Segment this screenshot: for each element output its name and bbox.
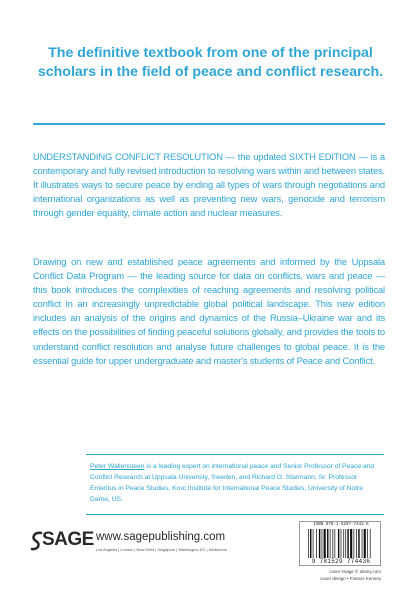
cover-credits (320, 568, 381, 582)
isbn-digits: 9 781529 774436 (311, 558, 371, 565)
description-paragraph-2: Drawing on new and established peace agreements and informed by the Uppsala Conflict Data Program — the leading source for data on conflicts, wars and peace — this book introduces the complexities of reaching agreements and resolving political conflict in an increasingly unpredictable global political landscape. This new edition includes an analysis of the origins and dynamics of the Russia–Ukraine war and its effects on the possibilities of finding peaceful solutions globally, and provides the tools to understand conflict resolution and analyse future challenges to global peace. It is the essential guide for upper undergraduate and master's students of Peace and Conflict. (33, 256, 385, 366)
sage-logo (32, 529, 94, 551)
author-bio-text: is a leading expert on international peace and Senior Professor of Peace and Conflict Research at Uppsala University, Sweden, and Richard G. Starmann, Sr. Professor Emeritus in Peace Studies, Kroc Institute for International Peace Studies, University of Notre Dame, US. (90, 463, 375, 503)
divider-rule (33, 123, 385, 125)
publisher-block (32, 527, 242, 561)
barcode-icon (308, 529, 374, 558)
author-bio-box (86, 454, 384, 515)
author-bio (90, 461, 380, 505)
barcode-box (299, 521, 381, 566)
publisher-cities: Los Angeles | London | New Delhi | Singapore | Washington DC | Melbourne (96, 547, 227, 552)
description-paragraph-1: UNDERSTANDING CONFLICT RESOLUTION — the updated SIXTH EDITION — is a contemporary and fully revised introduction to resolving wars within and between states. It illustrates ways to secure peace by ending all types of wars through negotiations and international organizations as well as preventing new wars, genocide and terrorism through gender equality, climate action and nuclear measures. (33, 151, 385, 219)
cover-image-credit: cover image © alamy.com (329, 569, 381, 574)
cover-design-credit: cover design • Francis Kenney (320, 576, 381, 581)
sage-logo-text: SAGE (42, 529, 94, 550)
isbn-label: ISBN 978-1-5297-7443-6 (313, 523, 369, 527)
author-name: Peter Wallensteen (90, 463, 145, 470)
tagline: The definitive textbook from one of the principal scholars in the field of peace and conflict research. (37, 45, 384, 80)
sage-swoosh-icon (30, 530, 44, 552)
publisher-url[interactable]: www.sagepublishing.com (96, 531, 226, 543)
